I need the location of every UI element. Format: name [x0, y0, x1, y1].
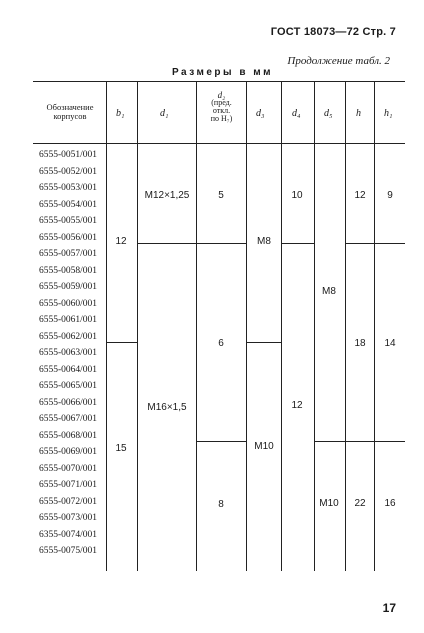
col-header-h1: h₁: [384, 108, 393, 119]
d2-note-2: откл.: [212, 106, 231, 115]
group-rule-h-1: [345, 243, 405, 244]
list-item: 6555-0061/001: [39, 315, 98, 325]
col-header-b1: b₁: [116, 108, 125, 119]
col-header-d5: d₅: [324, 108, 333, 119]
table-continuation-note: Продолжение табл. 2: [287, 55, 390, 67]
designation-line-2: корпусов: [53, 111, 87, 121]
value-d4-10: 10: [291, 190, 303, 201]
document-header: ГОСТ 18073—72 Стр. 7: [270, 26, 396, 38]
value-d1-m12: M12×1,25: [144, 190, 190, 201]
list-item: 6555-0051/001: [39, 150, 98, 160]
value-d5-m10: M10: [319, 498, 339, 509]
value-d1-m16: M16×1,5: [147, 402, 187, 413]
list-item: 6555-0072/001: [39, 496, 98, 507]
group-rule-d4: [281, 243, 314, 244]
table-top-rule: [33, 81, 405, 82]
list-item: 6555-0059/001: [39, 282, 98, 292]
list-item: 6355-0074/001: [39, 529, 98, 540]
d2-symbol: d₂: [217, 90, 226, 100]
list-item: 6555-0058/001: [39, 265, 98, 276]
group-rule-h-2: [345, 441, 405, 442]
list-item: 6555-0060/001: [39, 298, 98, 309]
list-item: 6555-0066/001: [39, 397, 98, 408]
value-d5-m8: M8: [322, 286, 336, 297]
list-item: 6555-0057/001: [39, 249, 98, 259]
list-item: 6555-0068/001: [39, 430, 98, 441]
value-h1-9: 9: [387, 190, 393, 201]
list-item: 6555-0075/001: [39, 546, 98, 556]
list-item: 6555-0064/001: [39, 364, 98, 375]
value-b1-12: 12: [115, 236, 127, 247]
d2-note-3: по H₇): [210, 114, 233, 123]
value-h-18: 18: [354, 338, 366, 349]
value-h-22: 22: [354, 498, 366, 509]
col-sep-5: [281, 81, 282, 571]
list-item: 6555-0067/001: [39, 414, 98, 424]
col-header-d4: d₄: [292, 108, 301, 119]
group-rule-d3: [246, 342, 281, 343]
col-header-d2: [197, 91, 246, 123]
table-caption: Размеры в мм: [172, 67, 274, 78]
value-h1-16: 16: [384, 498, 396, 509]
list-item: 6555-0065/001: [39, 381, 98, 391]
value-b1-15: 15: [115, 443, 127, 454]
col-sep-4: [246, 81, 247, 571]
value-d4-12: 12: [291, 400, 303, 411]
value-h1-14: 14: [384, 338, 396, 349]
page-number: 17: [382, 601, 396, 615]
list-item: 6555-0062/001: [39, 331, 98, 342]
value-d3-m8: M8: [257, 236, 271, 247]
list-item: 6555-0052/001: [39, 166, 98, 177]
group-rule-d1: [137, 243, 196, 244]
header-bottom-rule: [33, 143, 405, 144]
group-rule-d2-1: [196, 243, 246, 244]
value-d2-8: 8: [218, 499, 224, 510]
list-item: 6555-0071/001: [39, 480, 98, 490]
list-item: 6555-0073/001: [39, 513, 98, 523]
group-rule-d5: [314, 441, 345, 442]
value-d2-6: 6: [218, 338, 224, 349]
list-item: 6555-0053/001: [39, 183, 98, 193]
group-rule-b1: [106, 342, 137, 343]
list-item: 6555-0069/001: [39, 447, 98, 457]
list-item: 6555-0063/001: [39, 348, 98, 358]
col-header-d3: d₃: [256, 108, 265, 119]
value-d3-m10: M10: [254, 441, 274, 452]
value-d2-5: 5: [218, 190, 224, 201]
list-item: 6555-0070/001: [39, 463, 98, 474]
group-rule-d2-2: [196, 441, 246, 442]
col-sep-1: [106, 81, 107, 571]
col-header-designation: [34, 103, 106, 121]
col-sep-2: [137, 81, 138, 571]
list-item: 6555-0054/001: [39, 199, 98, 210]
d2-note-1: (пред.: [211, 98, 232, 107]
value-h-12: 12: [354, 190, 366, 201]
col-header-h: h: [356, 108, 361, 119]
col-header-d1: d₁: [160, 108, 169, 119]
list-item: 6555-0056/001: [39, 232, 98, 243]
list-item: 6555-0055/001: [39, 216, 98, 226]
col-sep-3: [196, 81, 197, 571]
designation-line-1: Обозначение: [46, 102, 94, 112]
